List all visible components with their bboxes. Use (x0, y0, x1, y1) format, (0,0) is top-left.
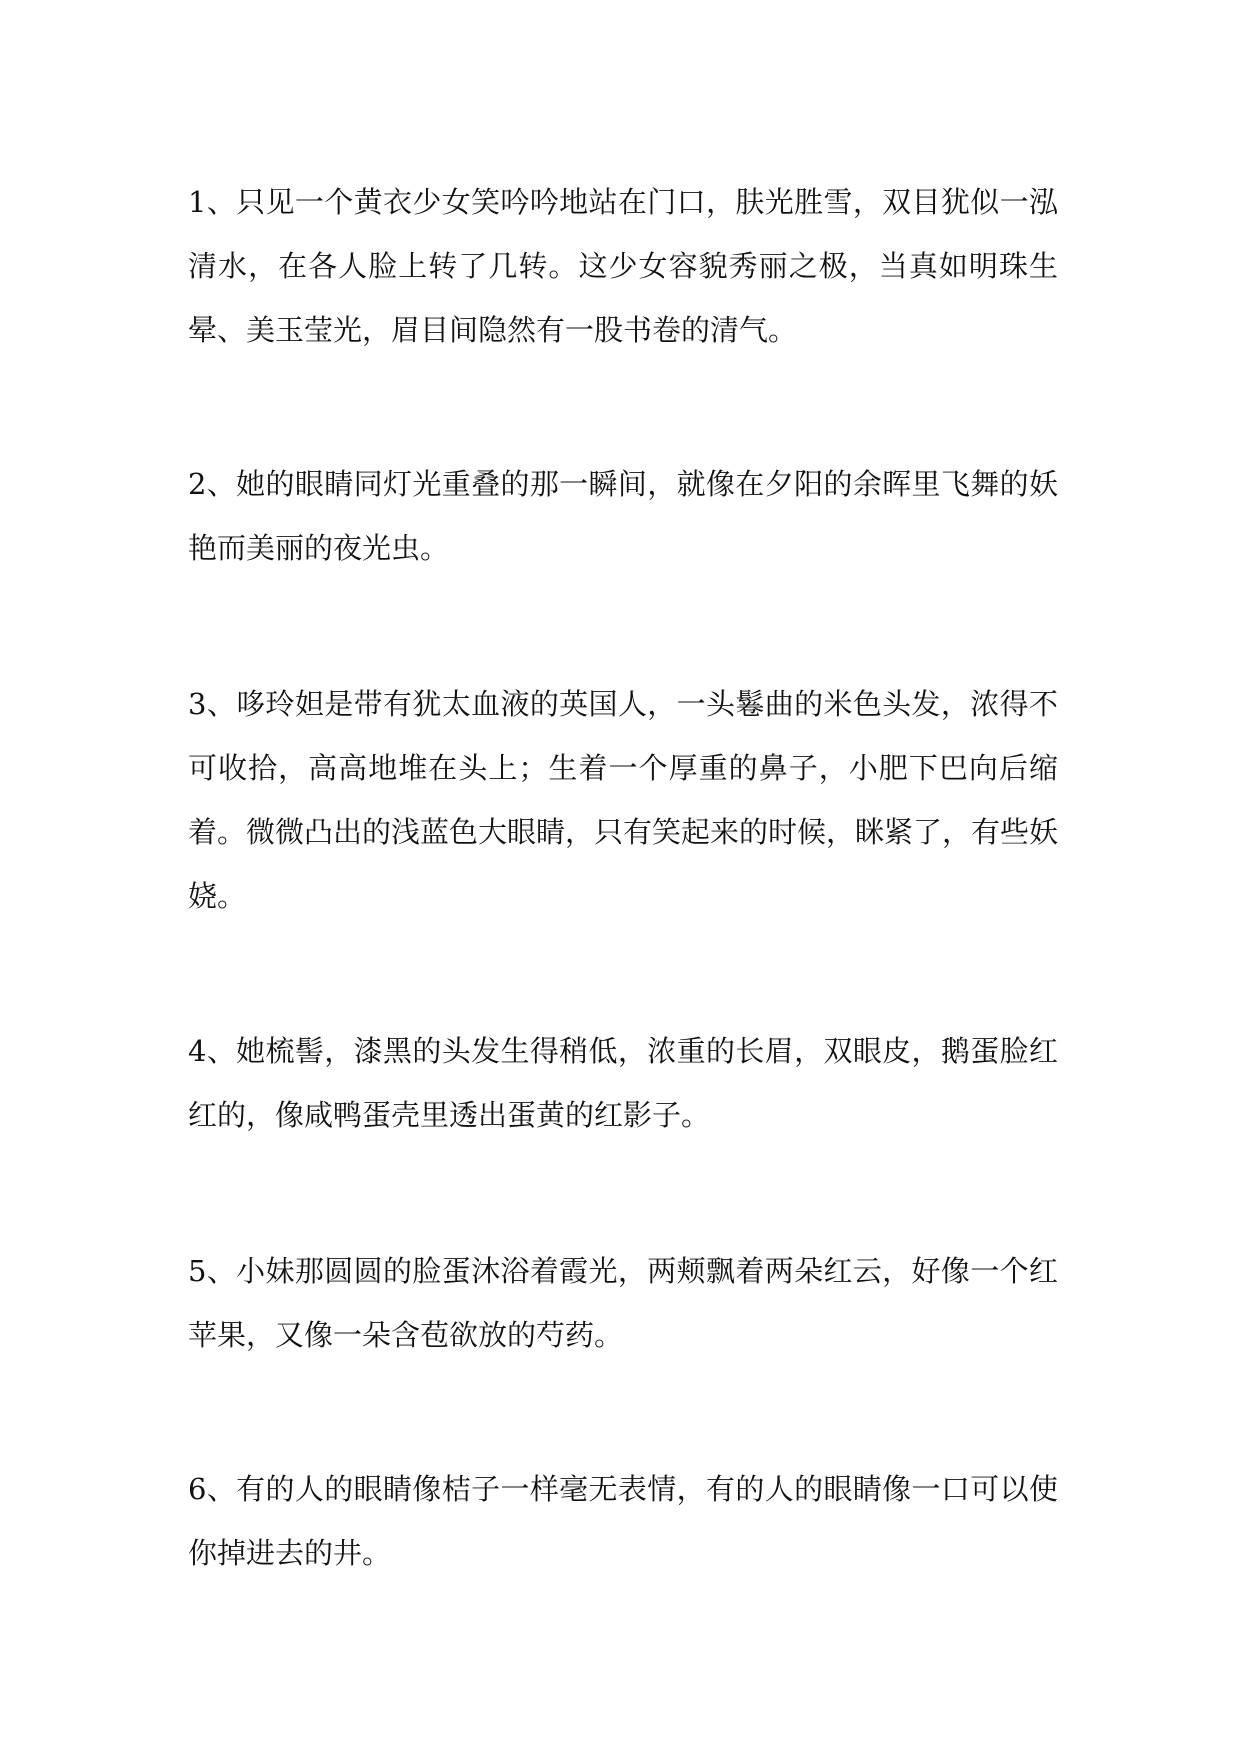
paragraph-1: 1、只见一个黄衣少女笑吟吟地站在门口，肤光胜雪，双目犹似一泓清水，在各人脸上转了几转。这少女容貌秀丽之极，当真如明珠生晕、美玉莹光，眉目间隐然有一股书卷的清气。 (188, 185, 1058, 347)
paragraph-3: 3、哆玲妲是带有犹太血液的英国人，一头鬈曲的米色头发，浓得不可收拾，高高地堆在头上；生着一个厚重的鼻子，小肥下巴向后缩着。微微凸出的浅蓝色大眼睛，只有笑起来的时候，眯紧了，有些妖娆。 (188, 687, 1059, 913)
paragraph-4: 4、她梳髻，漆黑的头发生得稍低，浓重的长眉，双眼皮，鹅蛋脸红红的，像咸鸭蛋壳里透出蛋黄的红影子。 (188, 1034, 1058, 1132)
paragraph-2: 2、她的眼睛同灯光重叠的那一瞬间，就像在夕阳的余晖里飞舞的妖艳而美丽的夜光虫。 (188, 467, 1058, 565)
paragraph-5: 5、小妹那圆圆的脸蛋沐浴着霞光，两颊飘着两朵红云，好像一个红苹果，又像一朵含苞欲放的芍药。 (188, 1254, 1058, 1352)
paragraph-6: 6、有的人的眼睛像桔子一样毫无表情，有的人的眼睛像一口可以使你掉进去的井。 (188, 1472, 1058, 1570)
